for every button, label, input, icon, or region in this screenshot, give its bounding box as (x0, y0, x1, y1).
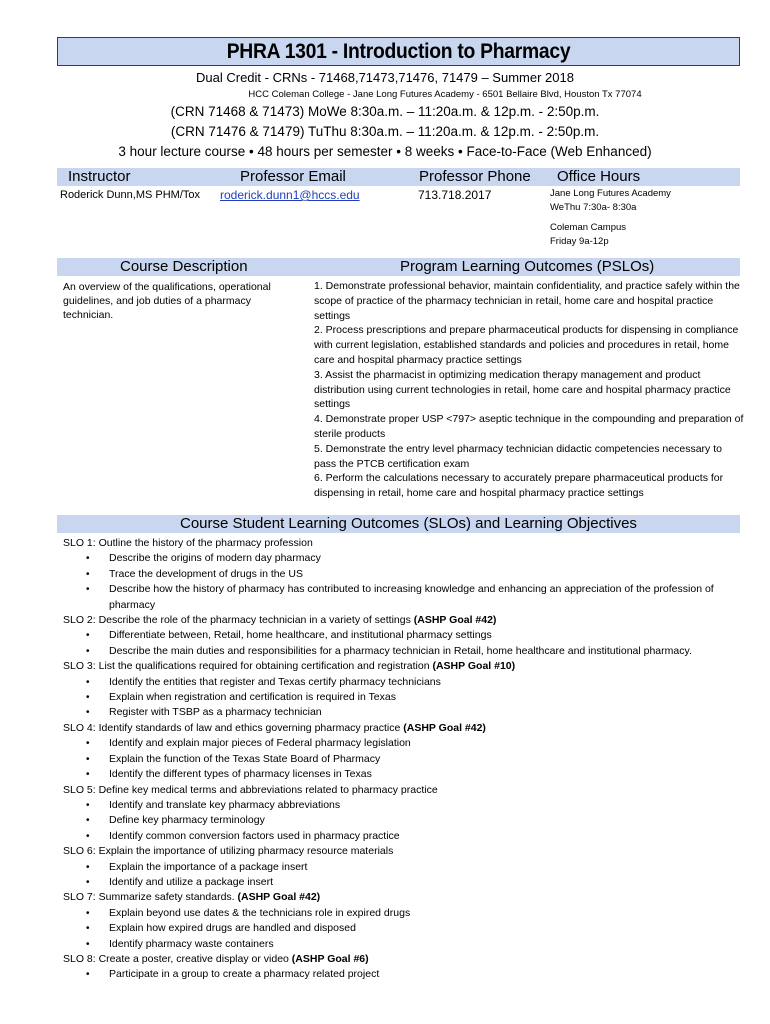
learning-objective (63, 675, 743, 690)
ashp-goal-tag: (ASHP Goal #10) (432, 660, 516, 673)
schedule-line-mowe: (CRN 71468 & 71473) MoWe 8:30a.m. – 11:20a.m. & 12p.m. - 2:50p.m. (170, 104, 600, 119)
slo-heading (63, 952, 743, 967)
learning-objective-text: Register with TSBP as a pharmacy technician (109, 706, 322, 719)
learning-objective-text: Participate in a group to create a pharmacy related project (109, 968, 380, 981)
page-title: PHRA 1301 - Introduction to Pharmacy (226, 40, 571, 63)
learning-objective (63, 690, 743, 705)
learning-objective-text: Describe the main duties and responsibilities for a pharmacy technician in Retail, home healthcare and institutional pharmacy. (109, 644, 692, 657)
bullet-icon: • (86, 707, 90, 719)
slo-heading (63, 721, 743, 736)
slo-heading-text: SLO 6: Explain the importance of utilizing pharmacy resource materials (63, 845, 394, 858)
bullet-icon: • (86, 769, 90, 781)
learning-objective (63, 736, 743, 751)
learning-objective-text: Identify and explain major pieces of Federal pharmacy legislation (109, 737, 411, 750)
learning-objective-text: Describe the origins of modern day pharmacy (109, 552, 321, 565)
learning-objective (63, 798, 743, 813)
ashp-goal-tag: (ASHP Goal #6) (291, 952, 369, 965)
slo-heading (63, 613, 743, 628)
pslo-item: 3. Assist the pharmacist in optimizing medication therapy management and product distribution using current technologies in retail, home care and hospital pharmacy practice settings (314, 368, 731, 411)
learning-objective (63, 567, 743, 582)
course-description-text: An overview of the qualifications, operational guidelines, and job duties of a pharmacy technician. (63, 281, 271, 321)
learning-objective (63, 705, 743, 720)
learning-objective-text: Define key pharmacy terminology (109, 814, 265, 827)
instructor-name: Roderick Dunn,MS PHM/Tox (60, 189, 200, 201)
bullet-icon: • (86, 815, 90, 827)
bullet-icon: • (86, 861, 90, 873)
pslo-item: 5. Demonstrate the entry level pharmacy technician didactic competencies necessary to pass the PTCB certification exam (314, 442, 722, 470)
slo-heading (63, 659, 743, 674)
bullet-icon: • (86, 738, 90, 750)
slo-heading (63, 844, 743, 859)
slo-heading-text: SLO 7: Summarize safety standards. (63, 891, 238, 904)
bullet-icon: • (86, 876, 90, 888)
slo-list (63, 536, 743, 983)
professor-email-label: Professor Email (240, 168, 346, 185)
bullet-icon: • (86, 692, 90, 704)
learning-objective (63, 551, 743, 566)
bullet-icon: • (86, 553, 90, 565)
learning-objective (63, 644, 743, 659)
course-format-line: 3 hour lecture course • 48 hours per semester • 8 weeks • Face-to-Face (Web Enhanced) (118, 144, 652, 159)
bullet-icon: • (86, 907, 90, 919)
instructor-label: Instructor (68, 168, 131, 185)
pslo-item: 1. Demonstrate professional behavior, maintain confidentiality, and practice safely within the scope of practice of the pharmacy technician in retail, home care and hospital practice settings (314, 280, 740, 322)
learning-objective (63, 860, 743, 875)
learning-objective (63, 875, 743, 890)
bullet-icon: • (86, 645, 90, 657)
bullet-icon: • (86, 630, 90, 642)
learning-objective-text: Identify the different types of pharmacy licenses in Texas (109, 768, 372, 781)
learning-objective-text: Identify and translate key pharmacy abbreviations (109, 798, 341, 811)
bullet-icon: • (86, 799, 90, 811)
office-hours-coleman: Coleman Campus (550, 222, 627, 233)
ashp-goal-tag: (ASHP Goal #42) (413, 614, 497, 627)
slo-heading-text: SLO 4: Identify standards of law and ethics governing pharmacy practice (63, 721, 404, 734)
learning-objective (63, 582, 743, 613)
dual-credit-line: Dual Credit - CRNs - 71468,71473,71476, 71479 – Summer 2018 (196, 70, 574, 85)
learning-objective-text: Identify and utilize a package insert (109, 875, 274, 888)
slo-heading-text: SLO 3: List the qualifications required for obtaining certification and registration (63, 660, 433, 673)
learning-objective (63, 967, 743, 982)
pslo-item: 6. Perform the calculations necessary to accurately prepare pharmaceutical products for dispensing in retail, home care and hospital pharmacy practice settings (314, 472, 724, 500)
instructor-phone: 713.718.2017 (418, 188, 492, 202)
learning-objective (63, 906, 743, 921)
ashp-goal-tag: (ASHP Goal #42) (237, 891, 321, 904)
course-description-label: Course Description (120, 258, 248, 275)
office-hours-label: Office Hours (557, 168, 641, 185)
pslo-label: Program Learning Outcomes (PSLOs) (400, 258, 655, 275)
slo-heading-text: SLO 1: Outline the history of the pharmacy profession (63, 537, 313, 549)
office-hours-jlfa: Jane Long Futures Academy (550, 188, 671, 199)
learning-objective-text: Explain beyond use dates & the technicians role in expired drugs (109, 906, 411, 919)
bullet-icon: • (86, 584, 90, 596)
slo-heading-text: SLO 2: Describe the role of the pharmacy technician in a variety of settings (63, 614, 414, 627)
learning-objective (63, 628, 743, 643)
pslo-item: 2. Process prescriptions and prepare pharmaceutical products for dispensing in compliance with current legislation, established standards and policies and procedures in retail, home care and hospital pharmacy practice settings (314, 324, 739, 366)
office-hours-coleman-time: Friday 9a-12p (550, 236, 609, 247)
instructor-email-link[interactable]: roderick.dunn1@hccs.edu (220, 188, 360, 202)
pslo-list (314, 279, 746, 501)
learning-objective-text: Trace the development of drugs in the US (109, 567, 303, 580)
bullet-icon: • (86, 753, 90, 765)
learning-objective-text: Explain when registration and certification is required in Texas (109, 691, 396, 704)
learning-objective (63, 921, 743, 936)
learning-objective-text: Explain the function of the Texas State Board of Pharmacy (109, 752, 381, 765)
pslo-item: 4. Demonstrate proper USP <797> aseptic technique in the compounding and preparation of sterile products (314, 413, 744, 440)
bullet-icon: • (86, 676, 90, 688)
slo-heading (63, 890, 743, 905)
learning-objective-text: Describe how the history of pharmacy has contributed to increasing knowledge and enhancing an appreciation of the profession of pharmacy (109, 583, 714, 611)
learning-objective-text: Explain how expired drugs are handled and disposed (109, 922, 356, 935)
learning-objective (63, 829, 743, 844)
location-line: HCC Coleman College - Jane Long Futures Academy - 6501 Bellaire Blvd, Houston Tx 77074 (248, 89, 642, 100)
title-banner (57, 37, 740, 66)
learning-objective (63, 813, 743, 828)
learning-objective-text: Differentiate between, Retail, home healthcare, and institutional pharmacy settings (109, 629, 492, 642)
learning-objective-text: Explain the importance of a package insert (109, 860, 308, 873)
learning-objective-text: Identify pharmacy waste containers (109, 937, 274, 950)
office-hours-jlfa-time: WeThu 7:30a- 8:30a (550, 202, 637, 213)
ashp-goal-tag: (ASHP Goal #42) (403, 721, 486, 734)
bullet-icon: • (86, 830, 90, 842)
bullet-icon: • (86, 969, 90, 981)
slo-heading (63, 783, 743, 798)
bullet-icon: • (86, 938, 90, 950)
slo-heading-text: SLO 8: Create a poster, creative display or video (63, 952, 292, 965)
learning-objective (63, 937, 743, 952)
learning-objective (63, 752, 743, 767)
bullet-icon: • (86, 923, 90, 935)
learning-objective (63, 767, 743, 782)
schedule-line-tuthu: (CRN 71476 & 71479) TuThu 8:30a.m. – 11:20a.m. & 12p.m. - 2:50p.m. (170, 124, 600, 139)
slo-section-label: Course Student Learning Outcomes (SLOs) and Learning Objectives (180, 515, 637, 532)
bullet-icon: • (86, 568, 90, 580)
slo-heading (63, 536, 743, 551)
learning-objective-text: Identify the entities that register and Texas certify pharmacy technicians (109, 675, 441, 688)
learning-objective-text: Identify common conversion factors used in pharmacy practice (109, 829, 400, 842)
professor-phone-label: Professor Phone (419, 168, 531, 185)
slo-heading-text: SLO 5: Define key medical terms and abbreviations related to pharmacy practice (63, 783, 438, 796)
